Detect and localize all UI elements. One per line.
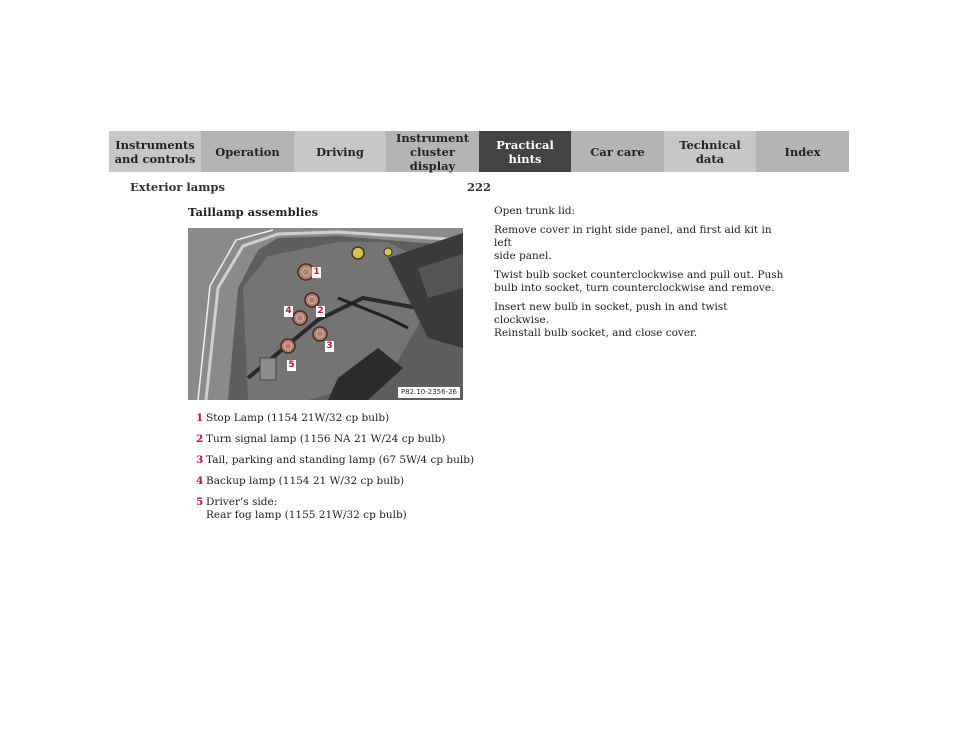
tab-instruments-and-controls[interactable]: Instruments and controls	[109, 131, 201, 172]
legend-text: Stop Lamp (1154 21W/32 cp bulb)	[206, 412, 390, 424]
section-title: Exterior lamps	[130, 180, 225, 194]
callout-1: 1	[313, 267, 320, 277]
legend-item	[196, 412, 476, 425]
page-header	[0, 180, 960, 196]
instruction-paragraph: Twist bulb socket counterclockwise and pull out. Push bulb into socket, turn counterclockwise and remove.	[494, 269, 784, 294]
tab-car-care[interactable]: Car care	[571, 131, 664, 172]
callout-3: 3	[326, 341, 333, 351]
taillamp-figure	[188, 228, 463, 400]
legend-number: 5	[196, 496, 204, 508]
page-number: 222	[467, 180, 492, 194]
callout-4: 4	[285, 306, 292, 316]
legend-text: Driver’s side: Rear fog lamp (1155 21W/32 cp bulb)	[206, 496, 407, 521]
tab-driving[interactable]: Driving	[294, 131, 386, 172]
instruction-paragraph: Remove cover in right side panel, and first aid kit in left side panel.	[494, 224, 772, 262]
legend-item	[196, 496, 476, 522]
legend-number: 2	[196, 433, 204, 445]
instruction-paragraph: Open trunk lid:	[494, 205, 576, 217]
legend-item	[196, 475, 476, 488]
legend-item	[196, 454, 476, 467]
callout-5: 5	[288, 360, 295, 370]
figure-legend	[196, 412, 476, 530]
legend-text: Turn signal lamp (1156 NA 21 W/24 cp bulb)	[206, 433, 446, 445]
subsection-title: Taillamp assemblies	[188, 205, 319, 219]
taillamp-illustration	[188, 228, 463, 400]
tab-technical-data[interactable]: Technical data	[664, 131, 756, 172]
tab-operation[interactable]: Operation	[201, 131, 294, 172]
tab-index[interactable]: Index	[756, 131, 849, 172]
legend-text: Tail, parking and standing lamp (67 5W/4 cp bulb)	[206, 454, 475, 466]
tab-practical-hints[interactable]: Practical hints	[479, 131, 571, 172]
instructions	[494, 205, 784, 346]
instruction-paragraph: Insert new bulb in socket, push in and twist clockwise. Reinstall bulb socket, and close cover.	[494, 301, 728, 339]
legend-number: 3	[196, 454, 204, 466]
chapter-tabs	[109, 131, 851, 172]
tab-instrument-cluster-display[interactable]: Instrument cluster display	[386, 131, 479, 172]
legend-text: Backup lamp (1154 21 W/32 cp bulb)	[206, 475, 405, 487]
legend-item	[196, 433, 476, 446]
legend-number: 1	[196, 412, 204, 424]
callout-2: 2	[317, 306, 324, 316]
figure-code: P82.10-2356-26	[398, 387, 460, 398]
legend-number: 4	[196, 475, 204, 487]
